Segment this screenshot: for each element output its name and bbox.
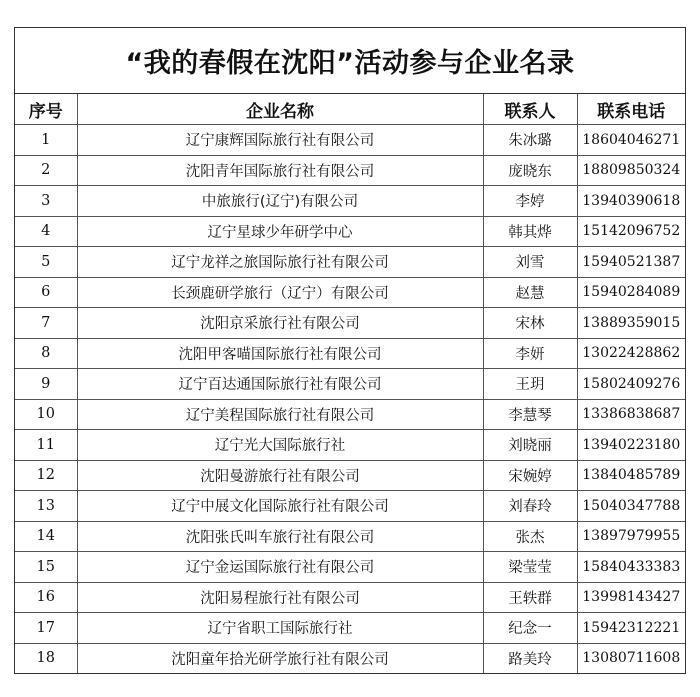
- phone-number: 13386838687: [577, 399, 685, 430]
- row-number: 10: [15, 399, 77, 430]
- table-row: [15, 643, 685, 673]
- table-row: [15, 369, 685, 400]
- company-name: 辽宁美程国际旅行社有限公司: [77, 399, 483, 430]
- row-number: 8: [15, 338, 77, 369]
- contact-person: 梁莹莹: [483, 552, 577, 583]
- row-number: 12: [15, 460, 77, 491]
- row-number: 16: [15, 582, 77, 613]
- company-name: 辽宁省职工国际旅行社: [77, 613, 483, 644]
- contact-person: 朱冰璐: [483, 125, 577, 156]
- contact-person: 刘春玲: [483, 491, 577, 522]
- header-company-name: 企业名称: [77, 94, 483, 125]
- contact-person: 王轶群: [483, 582, 577, 613]
- company-name: 沈阳易程旅行社有限公司: [77, 582, 483, 613]
- phone-number: 13889359015: [577, 308, 685, 339]
- contact-person: 李婷: [483, 186, 577, 217]
- table-row: [15, 216, 685, 247]
- row-number: 15: [15, 552, 77, 583]
- table-row: [15, 155, 685, 186]
- phone-number: 13022428862: [577, 338, 685, 369]
- row-number: 5: [15, 247, 77, 278]
- table-row: [15, 247, 685, 278]
- company-name: 沈阳童年拾光研学旅行社有限公司: [77, 643, 483, 673]
- phone-number: 13940223180: [577, 430, 685, 461]
- contact-person: 张杰: [483, 521, 577, 552]
- table-row: [15, 552, 685, 583]
- phone-number: 13998143427: [577, 582, 685, 613]
- table-row: [15, 308, 685, 339]
- row-number: 6: [15, 277, 77, 308]
- contact-person: 纪念一: [483, 613, 577, 644]
- contact-person: 王玥: [483, 369, 577, 400]
- company-directory-sheet: [14, 27, 686, 674]
- row-number: 11: [15, 430, 77, 461]
- row-number: 2: [15, 155, 77, 186]
- company-name: 沈阳张氏叫车旅行社有限公司: [77, 521, 483, 552]
- company-name: 辽宁星球少年研学中心: [77, 216, 483, 247]
- phone-number: 15840433383: [577, 552, 685, 583]
- contact-person: 韩其烨: [483, 216, 577, 247]
- header-contact: 联系人: [483, 94, 577, 125]
- company-name: 沈阳京采旅行社有限公司: [77, 308, 483, 339]
- contact-person: 李慧琴: [483, 399, 577, 430]
- row-number: 1: [15, 125, 77, 156]
- company-name: 辽宁中展文化国际旅行社有限公司: [77, 491, 483, 522]
- table-row: [15, 613, 685, 644]
- company-name: 辽宁康辉国际旅行社有限公司: [77, 125, 483, 156]
- phone-number: 18809850324: [577, 155, 685, 186]
- company-table: [15, 94, 685, 673]
- table-row: [15, 460, 685, 491]
- company-name: 辽宁光大国际旅行社: [77, 430, 483, 461]
- phone-number: 15942312221: [577, 613, 685, 644]
- header-phone: 联系电话: [577, 94, 685, 125]
- company-name: 沈阳曼游旅行社有限公司: [77, 460, 483, 491]
- table-row: [15, 186, 685, 217]
- row-number: 9: [15, 369, 77, 400]
- page-title: “我的春假在沈阳”活动参与企业名录: [15, 28, 685, 94]
- contact-person: 刘晓丽: [483, 430, 577, 461]
- phone-number: 13080711608: [577, 643, 685, 673]
- row-number: 14: [15, 521, 77, 552]
- phone-number: 15142096752: [577, 216, 685, 247]
- row-number: 18: [15, 643, 77, 673]
- table-row: [15, 277, 685, 308]
- company-name: 辽宁百达通国际旅行社有限公司: [77, 369, 483, 400]
- contact-person: 宋林: [483, 308, 577, 339]
- contact-person: 刘雪: [483, 247, 577, 278]
- header-no: 序号: [15, 94, 77, 125]
- contact-person: 赵慧: [483, 277, 577, 308]
- table-row: [15, 491, 685, 522]
- table-row: [15, 399, 685, 430]
- table-header-row: [15, 94, 685, 125]
- row-number: 7: [15, 308, 77, 339]
- row-number: 13: [15, 491, 77, 522]
- table-row: [15, 582, 685, 613]
- company-name: 中旅旅行(辽宁)有限公司: [77, 186, 483, 217]
- phone-number: 15802409276: [577, 369, 685, 400]
- phone-number: 18604046271: [577, 125, 685, 156]
- row-number: 4: [15, 216, 77, 247]
- row-number: 17: [15, 613, 77, 644]
- company-name: 辽宁龙祥之旅国际旅行社有限公司: [77, 247, 483, 278]
- company-name: 沈阳甲客喵国际旅行社有限公司: [77, 338, 483, 369]
- table-row: [15, 125, 685, 156]
- phone-number: 15940284089: [577, 277, 685, 308]
- phone-number: 13897979955: [577, 521, 685, 552]
- phone-number: 15940521387: [577, 247, 685, 278]
- phone-number: 15040347788: [577, 491, 685, 522]
- company-name: 辽宁金运国际旅行社有限公司: [77, 552, 483, 583]
- table-row: [15, 521, 685, 552]
- phone-number: 13840485789: [577, 460, 685, 491]
- contact-person: 庞晓东: [483, 155, 577, 186]
- phone-number: 13940390618: [577, 186, 685, 217]
- table-row: [15, 338, 685, 369]
- contact-person: 李妍: [483, 338, 577, 369]
- company-name: 长颈鹿研学旅行（辽宁）有限公司: [77, 277, 483, 308]
- company-name: 沈阳青年国际旅行社有限公司: [77, 155, 483, 186]
- table-row: [15, 430, 685, 461]
- contact-person: 路美玲: [483, 643, 577, 673]
- table-body: [15, 125, 685, 674]
- contact-person: 宋婉婷: [483, 460, 577, 491]
- row-number: 3: [15, 186, 77, 217]
